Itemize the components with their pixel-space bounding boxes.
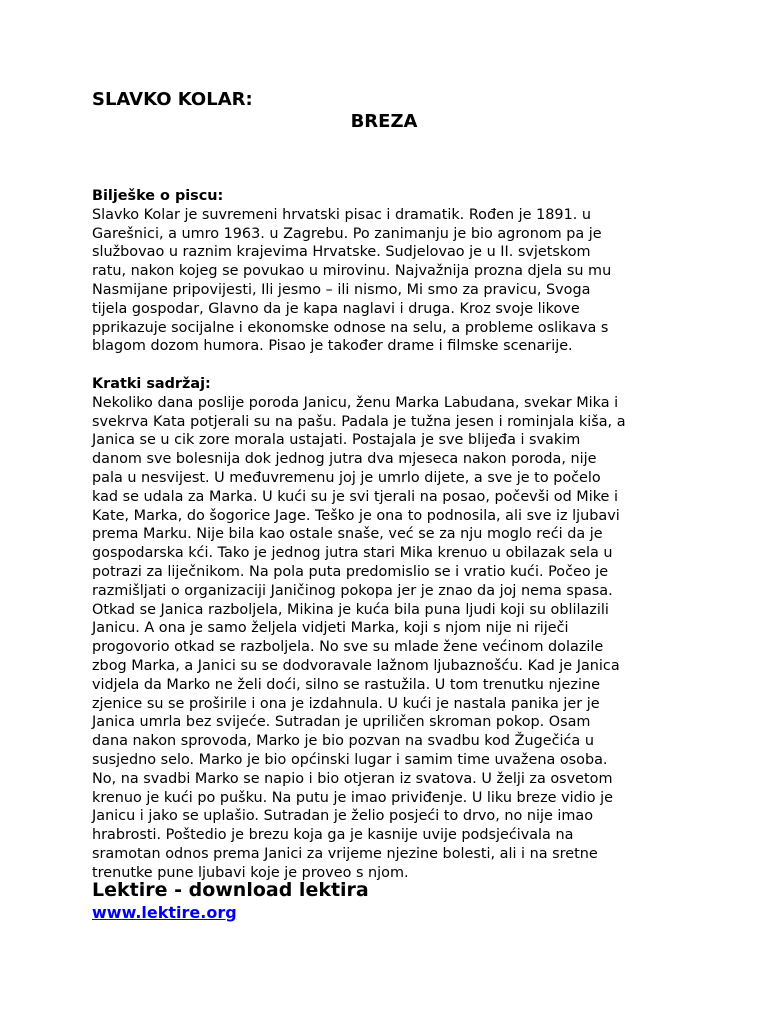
summary-line: Janicu i jako se uplašio. Sutradan je želio posjeći to drvo, no nije imao [92, 808, 594, 825]
author-notes-text [92, 206, 692, 356]
author-notes-section [92, 187, 692, 356]
footer [92, 877, 369, 923]
author-notes-line: pprikazuje socijalne i ekonomske odnose na selu, a probleme oslikava s [92, 319, 609, 336]
author-heading: SLAVKO KOLAR: [92, 89, 253, 110]
summary-line: svekrva Kata potjerali su na pašu. Padala je tužna jesen i rominjala kiša, a [92, 413, 626, 430]
author-notes-line: Slavko Kolar je suvremeni hrvatski pisac i dramatik. Rođen je 1891. u [92, 206, 591, 223]
summary-line: krenuo je kući po pušku. Na putu je imao priviđenje. U liku breze vidio je [92, 789, 613, 806]
summary-line: hrabrosti. Poštedio je brezu koja ga je kasnije uvije podsjećivala na [92, 827, 574, 844]
summary-line: potrazi za liječnikom. Na pola puta predomislio se i vratio kući. Počeo je [92, 563, 609, 580]
summary-line: dana nakon sprovoda, Marko je bio pozvan na svadbu kod Žugečića u [92, 733, 594, 750]
summary-line: Janica umrla bez svijeće. Sutradan je upriličen skroman pokop. Osam [92, 714, 591, 731]
summary-line: Janica se u cik zore morala ustajati. Postajala je sve blijeđa i svakim [92, 432, 581, 449]
summary-line: trenutke pune ljubavi koje je proveo s njom. [92, 864, 409, 881]
summary-line: danom sve bolesnija dok jednog jutra dva mjeseca nakon poroda, nije [92, 451, 597, 468]
summary-line: No, na svadbi Marko se napio i bio otjeran iz svatova. U želji za osvetom [92, 770, 613, 787]
summary-line: sramotan odnos prema Janici za vrijeme njezine bolesti, ali i na sretne [92, 845, 598, 862]
summary-section [92, 375, 692, 883]
summary-line: zbog Marka, a Janici su se dodvoravale lažnom ljubaznošću. Kad je Janica [92, 657, 620, 674]
summary-line: Otkad se Janica razboljela, Mikina je kuća bila puna ljudi koji su oblilazili [92, 601, 609, 618]
summary-line: prema Marku. Nije bila kao ostale snaše, već se za nju moglo reći da je [92, 526, 603, 543]
author-notes-line: ratu, nakon kojeg se povukao u mirovinu. Najvažnija prozna djela su mu [92, 263, 612, 280]
footer-title: Lektire - download lektira [92, 879, 369, 901]
summary-line: Janicu. A ona je samo željela vidjeti Marka, koji s njom nije ni riječi [92, 620, 569, 637]
author-notes-line: tijela gospodar, Glavno da je kapa naglavi i druga. Kroz svoje likove [92, 300, 580, 317]
author-notes-line: Nasmijane pripovijesti, Ili jesmo – ili nismo, Mi smo za pravicu, Svoga [92, 281, 591, 298]
book-title: BREZA [350, 111, 418, 132]
summary-line: zjenice su se proširile i ona je izdahnula. U kući je nastala panika jer je [92, 695, 600, 712]
website-link[interactable]: www.lektire.org [92, 903, 237, 922]
summary-line: susjedno selo. Marko je bio općinski lugar i samim time uvažena osoba. [92, 751, 608, 768]
summary-line: vidjela da Marko ne želi doći, silno se rastužila. U tom trenutku njezine [92, 676, 600, 693]
summary-line: progovorio otkad se razboljela. No sve su mlade žene većinom dolazile [92, 639, 604, 656]
author-notes-line: blagom dozom humora. Pisao je također drame i filmske scenarije. [92, 338, 573, 355]
author-notes-line: Garešnici, a umro 1963. u Zagrebu. Po zanimanju je bio agronom pa je [92, 225, 602, 242]
summary-line: gospodarska kći. Tako je jednog jutra stari Mika krenuo u obilazak sela u [92, 545, 613, 562]
author-notes-heading: Bilješke o piscu: [92, 188, 224, 204]
section-spacer [92, 356, 692, 375]
author-notes-line: službovao u raznim krajevima Hrvatske. Sudjelovao je u II. svjetskom [92, 244, 591, 261]
summary-line: pala u nesvijest. U međuvremenu joj je umrlo dijete, a sve je to počelo [92, 469, 601, 486]
summary-heading: Kratki sadržaj: [92, 375, 211, 392]
summary-line: Kate, Marka, do šogorice Jage. Teško je ona to podnosila, ali sve iz ljubavi [92, 507, 620, 524]
document-body [92, 187, 692, 882]
summary-text [92, 394, 692, 883]
summary-line: Nekoliko dana poslije poroda Janicu, ženu Marka Labudana, svekar Mika i [92, 394, 619, 411]
summary-line: razmišljati o organizaciji Janičinog pokopa jer je znao da joj nema spasa. [92, 582, 613, 599]
summary-line: kad se udala za Marka. U kući su je svi tjerali na posao, počevši od Mike i [92, 488, 618, 505]
